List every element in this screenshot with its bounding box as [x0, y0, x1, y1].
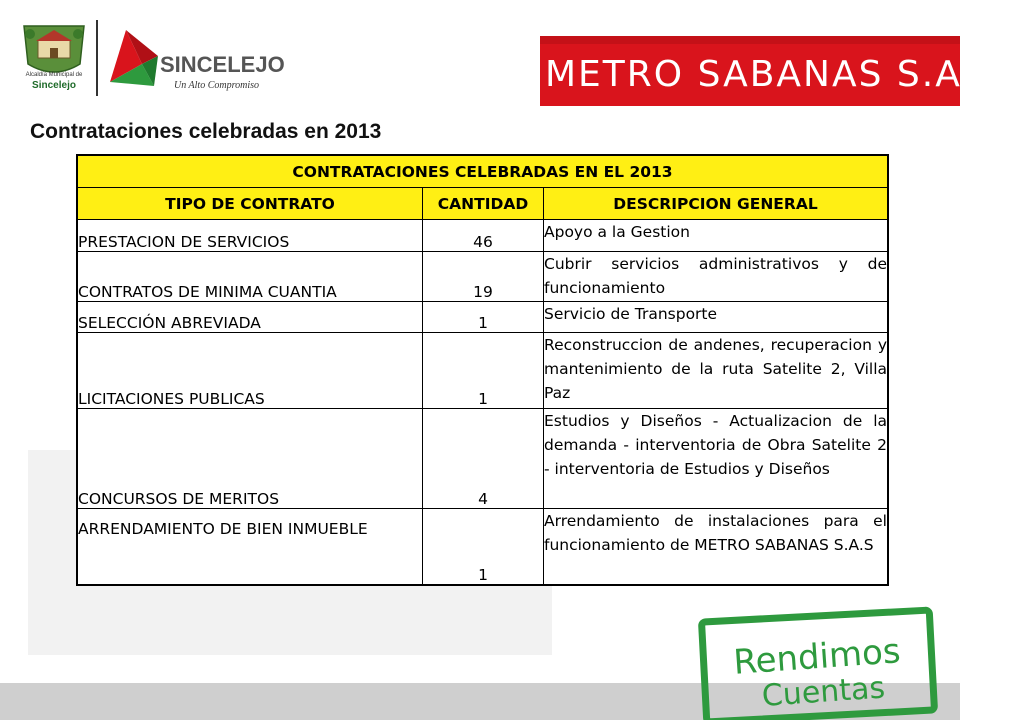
- row-description: Estudios y Diseños - Actualizacion de la demanda - interventoria de Obra Satelite 2 - interventoria de Estudios y Diseños: [544, 409, 889, 509]
- column-header-description: DESCRIPCION GENERAL: [544, 188, 889, 220]
- row-quantity: 1: [423, 333, 544, 409]
- row-description: Arrendamiento de instalaciones para el funcionamiento de METRO SABANAS S.A.S: [544, 509, 889, 585]
- row-type: LICITACIONES PUBLICAS: [77, 333, 423, 409]
- table-row: [77, 409, 888, 509]
- city-logo-line2: Sincelejo: [32, 80, 76, 91]
- rendimos-cuentas-stamp: [698, 610, 938, 720]
- row-type: CONCURSOS DE MERITOS: [77, 409, 423, 509]
- row-quantity: 19: [423, 252, 544, 302]
- banner-text: METRO SABANAS S.A.S.: [545, 54, 1013, 95]
- brand-logo: [102, 20, 302, 100]
- row-type: SELECCIÓN ABREVIADA: [77, 302, 423, 333]
- table-row: [77, 302, 888, 333]
- row-quantity: 1: [423, 302, 544, 333]
- row-type: PRESTACION DE SERVICIOS: [77, 220, 423, 252]
- city-logo-line1: Alcaldía Municipal de: [25, 72, 83, 78]
- contracts-table: [76, 154, 889, 586]
- logo-separator: [96, 20, 98, 96]
- row-quantity: 4: [423, 409, 544, 509]
- stamp-line2: Cuentas: [760, 670, 887, 714]
- page-title: Contrataciones celebradas en 2013: [30, 120, 382, 143]
- column-header-type: TIPO DE CONTRATO: [77, 188, 423, 220]
- brand-name: SINCELEJO: [160, 52, 285, 77]
- brand-tagline: Un Alto Compromiso: [174, 80, 260, 91]
- row-description: Servicio de Transporte: [544, 302, 889, 333]
- row-description: Cubrir servicios administrativos y de funcionamiento: [544, 252, 889, 302]
- column-header-quantity: CANTIDAD: [423, 188, 544, 220]
- banner-top-strip: [540, 36, 960, 44]
- top-band: [0, 0, 960, 12]
- stamp-line1: Rendimos: [732, 631, 902, 683]
- row-type: ARRENDAMIENTO DE BIEN INMUEBLE: [77, 509, 423, 585]
- row-quantity: 46: [423, 220, 544, 252]
- table-row: [77, 333, 888, 409]
- table-row: [77, 252, 888, 302]
- city-logo: [14, 18, 94, 98]
- row-type: CONTRATOS DE MINIMA CUANTIA: [77, 252, 423, 302]
- row-description: Apoyo a la Gestion: [544, 220, 889, 252]
- table-row: [77, 220, 888, 252]
- row-description: Reconstruccion de andenes, recuperacion y mantenimiento de la ruta Satelite 2, Villa Paz: [544, 333, 889, 409]
- row-quantity: 1: [423, 509, 544, 585]
- table-title: CONTRATACIONES CELEBRADAS EN EL 2013: [77, 155, 888, 188]
- table-row: [77, 509, 888, 585]
